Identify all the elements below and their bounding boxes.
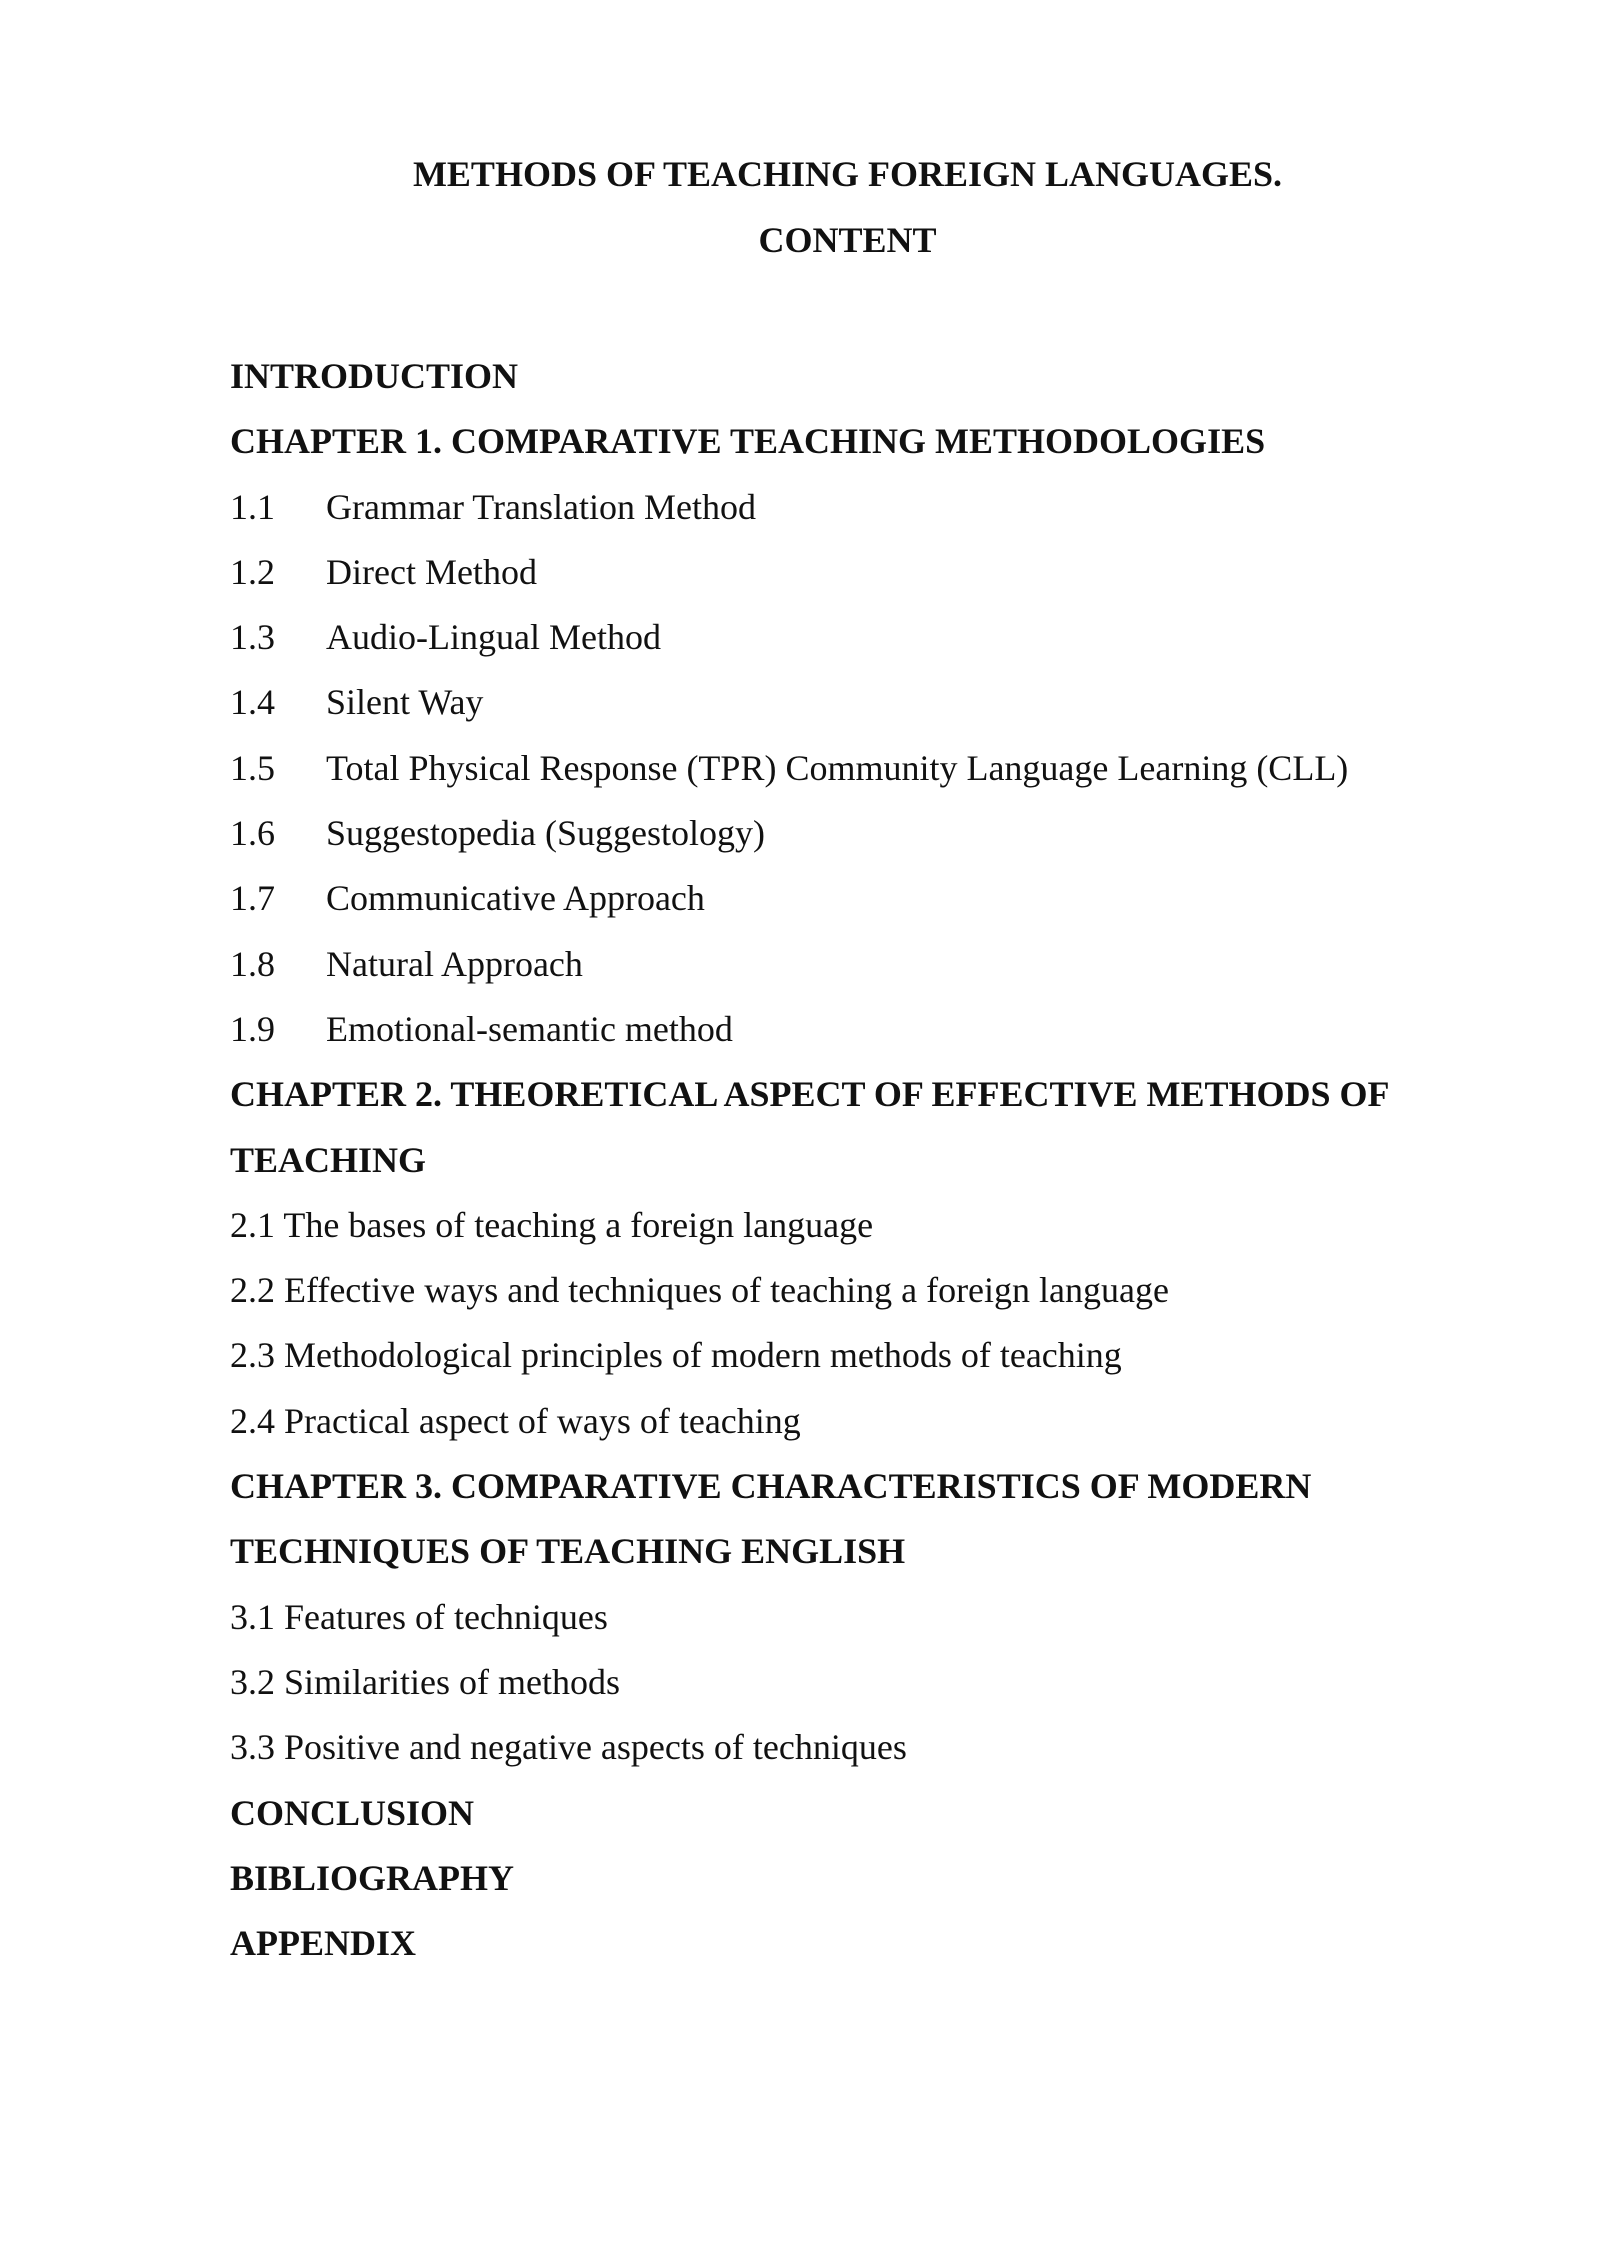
toc-item — [230, 605, 1480, 670]
toc-chapter-2-heading-continued: TEACHING — [230, 1139, 427, 1180]
toc-chapter-3-heading: CHAPTER 3. COMPARATIVE CHARACTERISTICS OF MODERN — [230, 1466, 1312, 1507]
toc-item: 2.2 Effective ways and techniques of teaching a foreign language — [230, 1270, 1169, 1311]
toc-conclusion: CONCLUSION — [230, 1792, 475, 1833]
toc-item — [230, 801, 1480, 866]
content-heading: CONTENT — [758, 220, 937, 260]
toc-appendix: APPENDIX — [230, 1923, 416, 1964]
toc-item-title: Total Physical Response (TPR) Community Language Learning (CLL) — [326, 747, 1349, 788]
toc-item-title: Silent Way — [326, 682, 484, 723]
toc-introduction: INTRODUCTION — [230, 356, 519, 396]
toc-item-title: Suggestopedia (Suggestology) — [326, 813, 765, 854]
toc-item-title: Communicative Approach — [326, 878, 705, 919]
toc-item — [230, 736, 1480, 801]
toc-chapter-3-heading-continued: TECHNIQUES OF TEACHING ENGLISH — [230, 1531, 906, 1572]
toc-item-title: Natural Approach — [326, 943, 583, 984]
toc-bibliography: BIBLIOGRAPHY — [230, 1857, 515, 1898]
toc-item: 3.1 Features of techniques — [230, 1596, 608, 1637]
toc-item-number: 1.3 — [230, 617, 275, 658]
toc-item-number: 1.9 — [230, 1008, 275, 1049]
toc-item-number: 1.4 — [230, 682, 275, 723]
toc-item: 3.2 Similarities of methods — [230, 1661, 620, 1702]
toc-item — [230, 670, 1480, 735]
toc-item — [230, 932, 1480, 997]
toc-item-number: 1.5 — [230, 747, 275, 788]
toc-item — [230, 997, 1480, 1062]
toc-chapter-2-heading: CHAPTER 2. THEORETICAL ASPECT OF EFFECTIVE METHODS OF — [230, 1074, 1390, 1115]
toc-item-title: Audio-Lingual Method — [326, 617, 661, 658]
toc-item-number: 1.1 — [230, 486, 275, 527]
toc-item: 3.3 Positive and negative aspects of techniques — [230, 1727, 907, 1768]
toc-item — [230, 866, 1480, 931]
toc-item — [230, 540, 1480, 605]
toc-item: 2.1 The bases of teaching a foreign language — [230, 1204, 874, 1245]
toc-item-number: 1.8 — [230, 943, 275, 984]
toc-item-title: Emotional-semantic method — [326, 1008, 733, 1049]
table-of-contents — [230, 344, 1480, 1976]
toc-chapter-1-heading: CHAPTER 1. COMPARATIVE TEACHING METHODOLOGIES — [230, 421, 1266, 462]
toc-item: 2.4 Practical aspect of ways of teaching — [230, 1400, 801, 1441]
toc-item-number: 1.2 — [230, 551, 275, 592]
document-title: METHODS OF TEACHING FOREIGN LANGUAGES. — [412, 154, 1283, 194]
toc-item-number: 1.6 — [230, 813, 275, 854]
toc-item — [230, 475, 1480, 540]
toc-item-title: Direct Method — [326, 551, 537, 592]
toc-item: 2.3 Methodological principles of modern methods of teaching — [230, 1335, 1122, 1376]
toc-item-number: 1.7 — [230, 878, 275, 919]
toc-item-title: Grammar Translation Method — [326, 486, 756, 527]
